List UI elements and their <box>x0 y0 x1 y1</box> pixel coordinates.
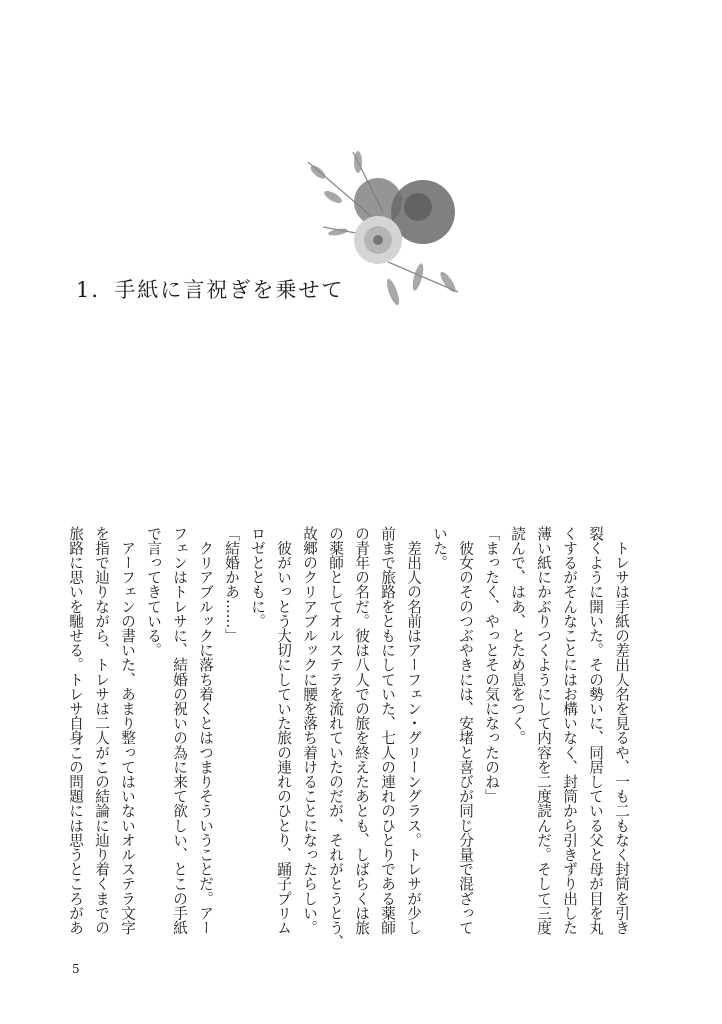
text-line: 彼がいっとう大切にしていた旅の連れのひとり、踊子プリム <box>275 526 292 935</box>
text-line: 「まったく、やっとその気になったのね」 <box>483 526 500 804</box>
text-line: 前まで旅路をともにしていた、七人の連れのひとりである薬師 <box>379 526 396 935</box>
text-line: を指で辿りながら、トレサは二人がこの結論に辿り着くまでの <box>93 526 110 935</box>
text-line: 裂くように開いた。その勢いに、同居している父と母が目を丸 <box>587 526 604 935</box>
text-line: トレサは手紙の差出人名を見るや、一も二もなく封筒を引き <box>613 526 630 935</box>
text-line: 故郷のクリアブルックに腰を落ち着けることになったらしい。 <box>301 526 318 935</box>
text-line: フェンはトレサに、結婚の祝いの為に来て欲しい、とこの手紙 <box>171 526 188 935</box>
text-line: の薬師としてオルステラを流れていたのだが、それがとうとう、 <box>327 526 344 950</box>
text-line: 彼女のそのつぶやきには、安堵と喜びが同じ分量で混ざって <box>457 526 474 935</box>
flower-illustration <box>298 142 470 310</box>
text-line: 「結婚かあ……」 <box>223 526 240 643</box>
text-line: 読んで、はあ、とため息をつく。 <box>509 526 526 745</box>
chapter-title: 1．手紙に言祝ぎを乗せて <box>76 278 345 302</box>
text-line: くするがそんなことにはお構いなく、封筒から引きずり出した <box>561 526 578 935</box>
text-line: の青年の名だ。彼は八人での旅を終えたあとも、しばらくは旅 <box>353 526 370 935</box>
body-text <box>62 526 634 950</box>
text-line: いた。 <box>431 526 448 570</box>
text-line: 薄い紙にかぶりつくようにして内容を二度読んだ。そして三度 <box>535 526 552 935</box>
text-line: 差出人の名前はアーフェン・グリーングラス。トレサが少し <box>405 526 422 935</box>
text-line: クリアブルックに落ち着くとはつまりそういうことだ。アー <box>197 526 214 935</box>
text-line: ロゼとともに。 <box>249 526 266 629</box>
text-line: で言ってきている。 <box>145 526 162 658</box>
page-number: 5 <box>72 962 80 976</box>
text-line: 旅路に思いを馳せる。トレサ自身この問題には思うところがあ <box>67 526 84 935</box>
text-line: アーフェンの書いた、あまり整ってはいないオルステラ文字 <box>119 526 136 935</box>
